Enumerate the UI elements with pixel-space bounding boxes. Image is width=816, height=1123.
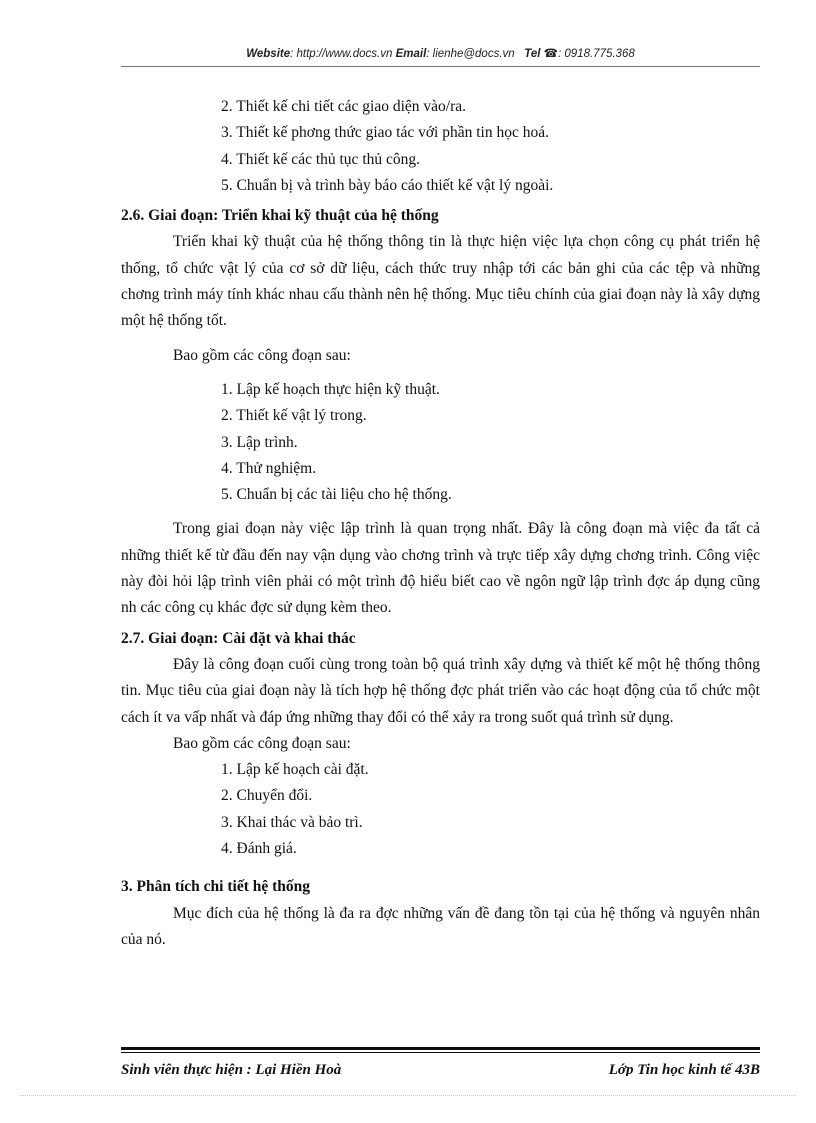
page-header [121,46,760,60]
list-item: 4. Thiết kế các thủ tục thủ công. [221,150,421,168]
email-label: Email [395,48,427,60]
list-item: 1. Lập kế hoạch thực hiện kỹ thuật. [221,380,440,398]
list-item: 3. Thiết kế phơng thức giao tác với phần tin học hoá. [221,124,549,142]
page-footer [121,1062,760,1076]
list-intro: Bao gồm các công đoạn sau: [173,346,351,364]
paragraph: Mục đích của hệ thống là đa ra đợc những vấn đề đang tồn tại của hệ thống và nguyên nhân của nó. [121,904,760,948]
footer-author: Sinh viên thực hiện : Lại Hiền Hoà [121,1062,342,1076]
list-item: 5. Chuẩn bị và trình bày báo cáo thiết kế vật lý ngoài. [221,176,554,194]
footer-class: Lớp Tin học kinh tế 43B [608,1062,760,1076]
page-content [121,94,760,953]
list-item: 2. Thiết kế vật lý trong. [221,407,367,425]
section-heading-2-6: 2.6. Giai đoạn: Triển khai kỹ thuật của hệ thống [121,207,439,225]
email-value: : lienhe@docs.vn [426,48,515,60]
section-heading-3: 3. Phân tích chi tiết hệ thống [121,878,311,896]
section-heading-2-7: 2.7. Giai đoạn: Cài đặt và khai thác [121,629,356,647]
paragraph: Triển khai kỹ thuật của hệ thống thông tin là thực hiện việc lựa chọn công cụ phát triển hệ thống, tổ chức vật lý của cơ sở dữ liệu, cách thức truy nhập tới các bản ghi của các tệp và những chơng trình máy tính khác nhau cấu thành nên hệ thống. Mục tiêu chính của giai đoạn này là xây dựng một hệ thống tốt. [121,233,760,330]
list-item: 3. Lập trình. [221,433,298,451]
list-intro: Bao gồm các công đoạn sau: [173,734,351,752]
footer-rule-thick [121,1047,760,1050]
website-label: Website [246,48,291,60]
list-item: 2. Thiết kế chi tiết các giao diện vào/ra. [221,98,467,115]
page-edge-dots [20,1095,796,1096]
list-item: 4. Đánh giá. [221,840,297,858]
paragraph: Trong giai đoạn này việc lập trình là quan trọng nhất. Đây là công đoạn mà việc đa tất cả những thiết kế từ đầu đến nay vận dụng vào chơng trình và trực tiếp xây dựng chơng trình. Công việc này đòi hỏi lập trình viên phải có một trình độ hiểu biết cao về ngôn ngữ lập trình đợc áp dụng cũng nh các công cụ khác đợc sử dụng kèm theo. [121,520,760,617]
list-item: 4. Thử nghiệm. [221,459,317,477]
header-rule [121,66,760,67]
website-value: : http://www.docs.vn [290,48,393,60]
list-item: 1. Lập kế hoạch cài đặt. [221,761,369,779]
list-item: 2. Chuyển đổi. [221,787,313,805]
list-item: 3. Khai thác và bảo trì. [221,813,363,831]
paragraph: Đây là công đoạn cuối cùng trong toàn bộ quá trình xây dựng và thiết kế một hệ thống thông tin. Mục tiêu của giai đoạn này là tích hợp hệ thống đợc phát triển vào các hoạt động của tổ chức một cách ít va vấp nhất và đáp ứng những thay đổi có thể xảy ra trong suốt quá trình sử dụng. [121,655,760,726]
tel-value: : 0918.775.368 [558,48,635,60]
phone-icon: ☎ [543,48,558,60]
list-item: 5. Chuẩn bị các tài liệu cho hệ thống. [221,486,452,504]
footer-rule-thin [121,1052,760,1053]
tel-label: Tel [524,48,541,60]
